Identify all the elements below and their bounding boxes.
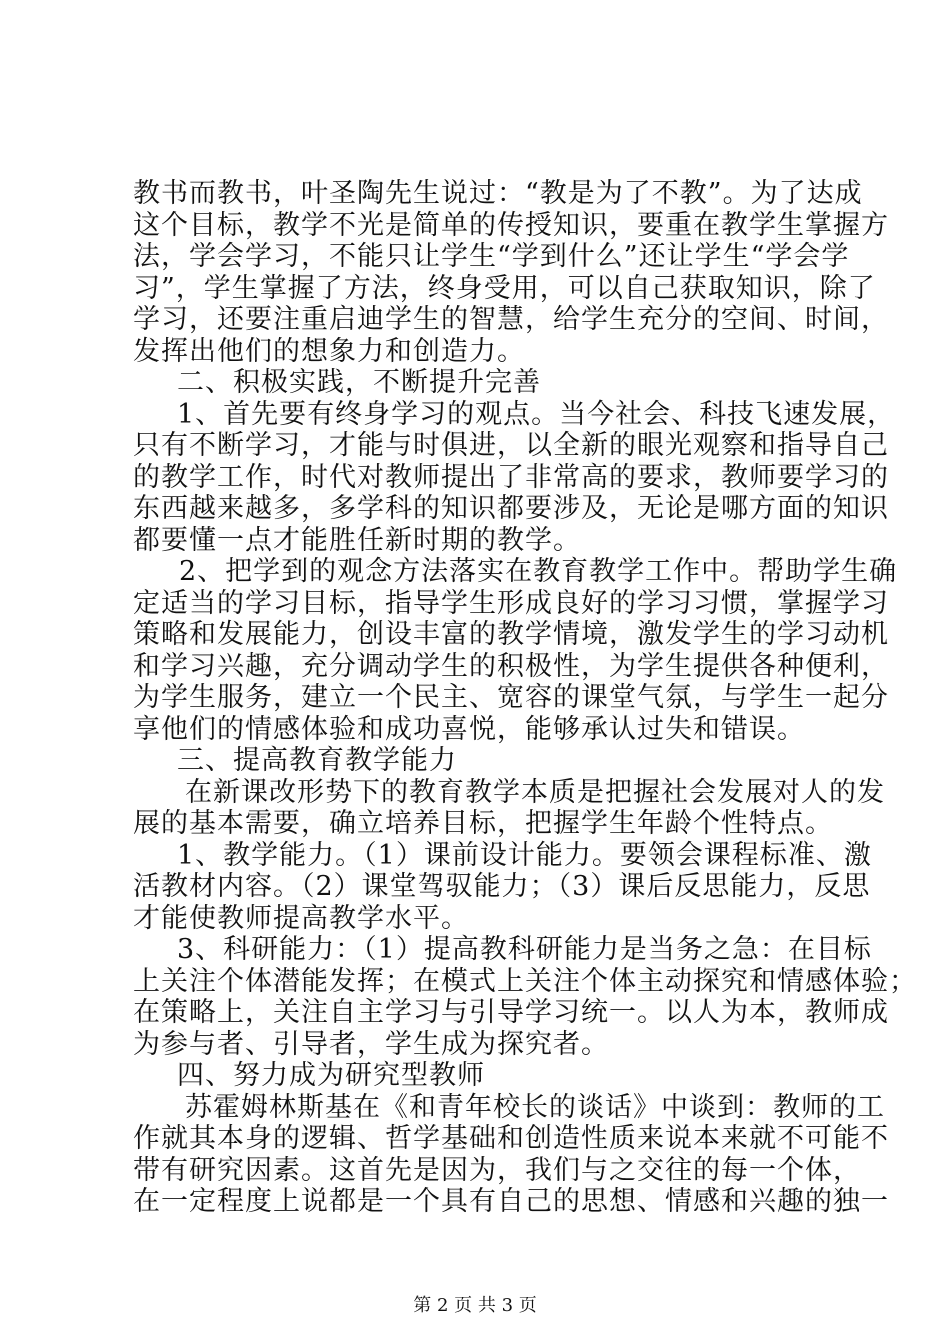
text-line: 东西越来越多，多学科的知识都要涉及，无论是哪方面的知识 [133,493,889,524]
section-heading: 四、努力成为研究型教师 [177,1060,485,1091]
text-line: 教书而教书，叶圣陶先生说过：“教是为了不教”。为了达成 [133,178,863,209]
text-line: 为参与者、引导者，学生成为探究者。 [133,1028,609,1060]
text-line: 学习，还要注重启迪学生的智慧，给学生充分的空间、时间， [133,304,889,335]
text-line: 策略和发展能力，创设丰富的教学情境，激发学生的学习动机 [133,619,889,650]
text-line: 在一定程度上说都是一个具有自己的思想、情感和兴趣的独一 [133,1186,889,1217]
text-line: 才能使教师提高教学水平。 [133,902,469,934]
text-line: 为学生服务，建立一个民主、宽容的课堂气氛，与学生一起分 [133,682,889,713]
text-line: 法，学会学习，不能只让学生“学到什么”还让学生“学会学 [133,241,850,272]
text-line: 这个目标，教学不光是简单的传授知识，要重在教学生掌握方 [133,209,889,241]
text-line: 2、把学到的观念方法落实在教育教学工作中。帮助学生确 [179,556,898,587]
text-line: 习”，学生掌握了方法，终身受用，可以自己获取知识，除了 [133,272,876,304]
text-line: 在策略上，关注自主学习与引导学习统一。以人为本，教师成 [133,997,889,1028]
text-line: 上关注个体潜能发挥；在模式上关注个体主动探究和情感体验； [133,965,917,997]
text-line: 苏霍姆林斯基在《和青年校长的谈话》中谈到：教师的工 [185,1091,885,1123]
text-line: 活教材内容。（2）课堂驾驭能力；（3）课后反思能力，反思 [133,871,871,902]
page-number-footer: 第 2 页 共 3 页 [413,1295,537,1316]
text-line: 发挥出他们的想象力和创造力。 [133,335,525,367]
text-line: 享他们的情感体验和成功喜悦，能够承认过失和错误。 [133,713,805,745]
text-line: 在新课改形势下的教育教学本质是把握社会发展对人的发 [185,776,885,808]
text-line: 都要懂一点才能胜任新时期的教学。 [133,524,581,556]
text-line: 1、教学能力。（1）课前设计能力。要领会课程标准、激 [177,839,872,871]
text-line: 1、首先要有终身学习的观点。当今社会、科技飞速发展， [177,398,896,430]
text-line: 展的基本需要，确立培养目标，把握学生年龄个性特点。 [133,808,833,839]
text-line: 3、科研能力：（1）提高教科研能力是当务之急：在目标 [177,934,872,965]
text-line: 作就其本身的逻辑、哲学基础和创造性质来说本来就不可能不 [133,1123,889,1154]
text-line: 和学习兴趣，充分调动学生的积极性，为学生提供各种便利， [133,650,889,682]
section-heading: 三、提高教育教学能力 [177,745,457,776]
section-heading: 二、积极实践，不断提升完善 [177,367,541,398]
text-line: 的教学工作，时代对教师提出了非常高的要求，教师要学习的 [133,461,889,493]
text-line: 定适当的学习目标，指导学生形成良好的学习习惯，掌握学习 [133,587,889,619]
text-line: 带有研究因素。这首先是因为，我们与之交往的每一个体， [133,1154,861,1186]
text-line: 只有不断学习，才能与时俱进，以全新的眼光观察和指导自己 [133,430,889,461]
